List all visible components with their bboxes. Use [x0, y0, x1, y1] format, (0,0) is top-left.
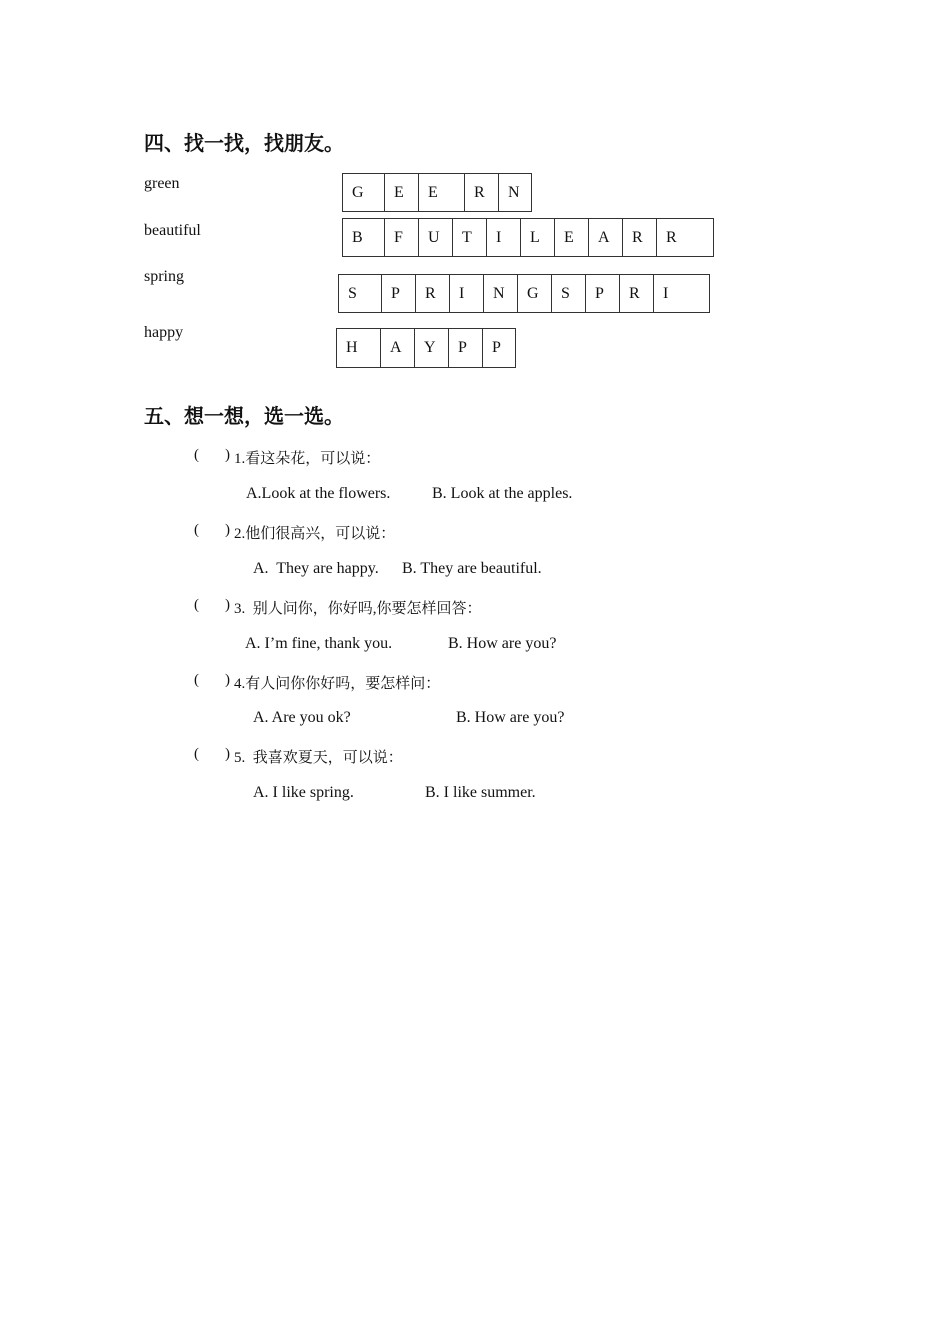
letter-cell: N: [484, 275, 518, 312]
letter-cell: A: [589, 219, 623, 256]
question-text: 2.他们很高兴，可以说：: [234, 526, 396, 542]
letter-cell: R: [666, 228, 677, 246]
letter-grid: [342, 173, 532, 212]
question-open-paren: (: [194, 672, 199, 688]
letter-grid: [342, 218, 714, 257]
question-open-paren: (: [194, 522, 199, 538]
word-label: happy: [144, 324, 184, 341]
letter-cell: R: [465, 174, 499, 211]
letter-cell: L: [521, 219, 555, 256]
letter-cell: T: [453, 219, 487, 256]
question-text: 3. 别人问你，你好吗,你要怎样回答：: [234, 601, 482, 617]
option-a: A.Look at the flowers.: [246, 485, 391, 502]
question-close-paren: ): [225, 447, 230, 463]
question-open-paren: (: [194, 746, 199, 762]
option-a: A. Are you ok?: [253, 709, 351, 726]
question-close-paren: ): [225, 746, 230, 762]
letter-cell: I: [450, 275, 484, 312]
letter-cell: E: [555, 219, 589, 256]
option-a: A. I’m fine, thank you.: [245, 635, 393, 652]
letter-cell: S: [552, 275, 586, 312]
letter-cell: R: [620, 275, 654, 312]
letter-cell: B: [343, 219, 385, 256]
question-open-paren: (: [194, 597, 199, 613]
option-a: A. They are happy.: [253, 560, 379, 577]
letter-cell: H: [337, 329, 381, 367]
letter-cell: U: [419, 219, 453, 256]
letter-cell: P: [586, 275, 620, 312]
section5-title: 五、想一想，选一选。: [144, 404, 344, 428]
letter-cell: S: [339, 275, 382, 312]
option-b: B. Look at the apples.: [432, 485, 573, 502]
question-close-paren: ): [225, 522, 230, 538]
letter-cell: Y: [415, 329, 449, 367]
question-text: 4.有人问你你好吗，要怎样问：: [234, 676, 441, 692]
question-open-paren: (: [194, 447, 199, 463]
question-text: 1.看这朵花，可以说：: [234, 451, 381, 467]
section4-title: 四、找一找，找朋友。: [144, 131, 344, 155]
question-close-paren: ): [225, 597, 230, 613]
option-b: B. They are beautiful.: [402, 560, 542, 577]
letter-cell: P: [492, 339, 501, 356]
letter-cell: R: [416, 275, 450, 312]
letter-cell: E: [385, 174, 419, 211]
letter-cell: E: [419, 174, 465, 211]
option-b: B. How are you?: [448, 635, 557, 652]
letter-cell: I: [487, 219, 521, 256]
letter-cell: I: [663, 284, 669, 302]
word-label: spring: [144, 268, 184, 285]
letter-cell: P: [382, 275, 416, 312]
word-label: green: [144, 175, 180, 192]
letter-cell: R: [623, 219, 657, 256]
option-b: B. I like summer.: [425, 784, 536, 801]
question-close-paren: ): [225, 672, 230, 688]
letter-grid: [336, 328, 516, 368]
letter-cell: G: [518, 275, 552, 312]
word-label: beautiful: [144, 222, 201, 239]
letter-cell: A: [381, 329, 415, 367]
option-a: A. I like spring.: [253, 784, 354, 801]
option-b: B. How are you?: [456, 709, 565, 726]
letter-cell: P: [449, 329, 483, 367]
letter-grid: [338, 274, 710, 313]
letter-cell: N: [508, 183, 520, 201]
question-text: 5. 我喜欢夏天，可以说：: [234, 750, 403, 766]
letter-cell: G: [343, 174, 385, 211]
letter-cell: F: [385, 219, 419, 256]
